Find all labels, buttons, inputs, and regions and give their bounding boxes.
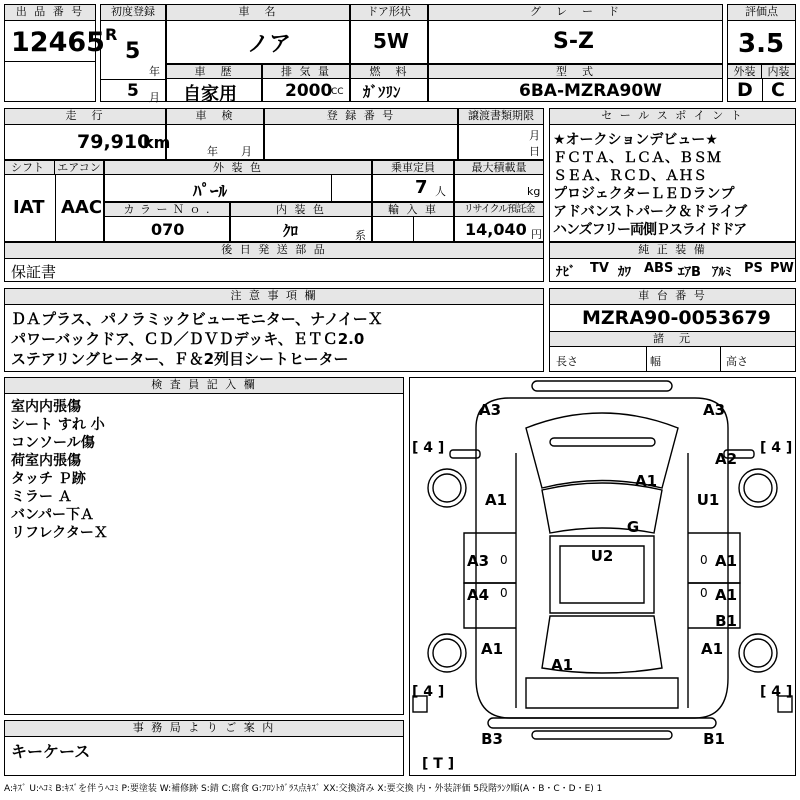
zero-rr-door: 0	[700, 586, 708, 600]
capacity-unit: 人	[435, 185, 446, 198]
mark-roof: U2	[590, 547, 614, 565]
mark-left-rear-door: A4	[466, 586, 490, 604]
mark-rear-bumper-right: B1	[703, 730, 725, 748]
interior-label: 内 装 色	[231, 203, 371, 217]
grade: S-Z	[553, 29, 594, 54]
inspector-box	[4, 377, 404, 715]
mark-right-front-quarter: U1	[696, 491, 720, 509]
month-unit: 月	[149, 91, 160, 104]
sales-line-5: アドバンストパーク＆ドライブ	[553, 204, 748, 220]
mark-front-left-corner: A3	[478, 401, 502, 419]
inspection-month-unit: 月	[241, 145, 252, 158]
mark-hood: A1	[634, 472, 658, 490]
spare-tire-value: T	[433, 756, 443, 772]
shift-label: シフト	[5, 161, 55, 175]
interior-box	[230, 202, 372, 242]
model-box	[428, 64, 723, 102]
mileage-label: 走 行	[5, 109, 165, 125]
shift: IAT	[13, 197, 45, 218]
inspector-line-1: 室内内張傷	[11, 399, 81, 415]
mark-rear-bumper-left: B3	[481, 730, 503, 748]
era: R	[105, 25, 118, 44]
mark-right-rear-door: A1	[714, 586, 738, 604]
mark-right-rear-step: B1	[715, 612, 737, 630]
reg-month: 5	[127, 81, 139, 101]
history-box	[166, 64, 262, 105]
first-reg-label: 初度登録	[101, 5, 165, 21]
load-box	[454, 160, 544, 202]
model: 6BA-MZRA90W	[519, 81, 662, 101]
tire-lf-value: 4	[423, 440, 434, 456]
reg-no-label: 登 録 番 号	[265, 109, 457, 125]
ext-int-grade-box	[727, 64, 796, 102]
width-label: 幅	[650, 355, 661, 368]
sales-line-3: ＳＥＡ、ＲＣＤ、ＡＨＳ	[553, 168, 707, 184]
notes-line-3: ステアリングヒーター、Ｆ＆2列目シートヒーター	[11, 350, 349, 368]
spare-tire: [ T ]	[422, 756, 455, 772]
tire-lf: [ 4 ]	[412, 440, 445, 456]
mark-right-front-fender: A2	[714, 450, 738, 468]
inspection-box	[166, 108, 264, 160]
transfer-month-unit: 月	[529, 129, 540, 142]
import-label: 輸 入 車	[373, 203, 453, 217]
tire-rf: [ 4 ]	[760, 440, 793, 456]
color-label: 外 装 色	[105, 161, 371, 175]
color: ﾊﾟｰﾙ	[193, 182, 227, 202]
notes-line-2: パワーバックドア、ＣＤ／ＤＶＤデッキ、ＥＴＣ2.0	[11, 330, 365, 348]
fuel-label: 燃 料	[351, 65, 427, 79]
car-name: ノア	[247, 32, 292, 57]
history: 自家用	[183, 84, 237, 105]
later-parts: 保証書	[11, 263, 57, 281]
color-no: 070	[151, 220, 185, 239]
spec-label: 諸 元	[550, 331, 795, 347]
fuel: ｶﾞｿﾘﾝ	[363, 83, 401, 101]
equipment-label: 純 正 装 備	[550, 243, 795, 259]
capacity-label: 乗車定員	[373, 161, 453, 175]
inspection-year-unit: 年	[207, 145, 218, 158]
displacement: 2000	[285, 81, 333, 101]
mark-right-rear-fender: A1	[700, 640, 724, 658]
equip-navi: ﾅﾋﾞ	[556, 265, 576, 280]
chassis-no: MZRA90-0053679	[582, 307, 771, 329]
interior-unit: 系	[355, 229, 366, 242]
ac-label: エアコン	[55, 161, 103, 175]
mileage-box	[4, 108, 171, 160]
equip-pw: PW	[770, 261, 794, 276]
notes-line-1: ＤＡプラス、パノラミックビューモニター、ナノイーＸ	[11, 310, 383, 328]
notes-box	[4, 288, 544, 372]
mark-rear-window: A1	[550, 656, 574, 674]
chassis-label: 車 台 番 号	[550, 289, 795, 305]
inspector-line-5: タッチ Ｐ跡	[11, 471, 86, 487]
displacement-box	[262, 64, 350, 102]
equip-alloy: ｱﾙﾐ	[712, 265, 732, 280]
mark-right-front-door: A1	[714, 552, 738, 570]
inspector-line-8: リフレクターＸ	[11, 525, 108, 541]
mark-front-right-corner: A3	[702, 401, 726, 419]
mark-left-front-fender: A1	[484, 491, 508, 509]
sales-line-4: プロジェクターＬＥＤランプ	[553, 186, 735, 202]
equip-ps: PS	[744, 261, 763, 276]
ext-label: 外装	[728, 65, 762, 79]
lot-number-box	[4, 4, 105, 102]
tire-lr: [ 4 ]	[412, 684, 445, 700]
load-unit: kg	[527, 185, 541, 198]
mark-windshield: G	[626, 518, 640, 536]
recycle-unit: 円	[531, 228, 542, 241]
zero-lf-door: 0	[500, 553, 508, 567]
int-grade: C	[771, 79, 785, 101]
recycle-box	[454, 202, 544, 242]
mark-left-front-door: A3	[466, 552, 490, 570]
color-no-box	[104, 202, 230, 242]
car-diagram-box	[409, 377, 796, 776]
notes-label: 注 意 事 項 欄	[5, 289, 543, 305]
reg-no-box	[264, 108, 458, 160]
inspector-line-6: ミラー Ａ	[11, 489, 72, 505]
reg-year: 5	[125, 39, 141, 64]
capacity: 7	[415, 177, 428, 198]
length-label: 長さ	[556, 355, 578, 368]
displacement-label: 排 気 量	[263, 65, 349, 79]
equip-airbag: ｴｱB	[678, 265, 701, 280]
equip-abs: ABS	[644, 261, 674, 276]
door-type: 5W	[373, 29, 409, 53]
capacity-box	[372, 160, 454, 202]
grade-box	[428, 4, 723, 64]
car-name-label: 車 名	[167, 5, 349, 21]
mileage-unit: km	[143, 133, 171, 152]
height-label: 高さ	[726, 355, 748, 368]
inspector-line-4: 荷室内張傷	[11, 453, 81, 469]
door-label: ドア形状	[351, 5, 427, 21]
grade-label: グ レ ー ド	[429, 5, 722, 21]
score-label: 評価点	[728, 5, 795, 21]
equip-tv: TV	[590, 261, 609, 276]
car-outline-diagram	[410, 378, 795, 775]
transfer-box	[458, 108, 544, 160]
lot-number: 12465	[11, 27, 105, 58]
int-label: 内装	[762, 65, 795, 79]
zero-rf-door: 0	[700, 553, 708, 567]
transfer-label: 譲渡書類期限	[459, 109, 543, 125]
tire-lr-value: 4	[423, 684, 434, 700]
inspector-line-2: シート すれ 小	[11, 417, 105, 433]
load-label: 最大積載量	[455, 161, 543, 175]
ext-grade: D	[737, 79, 753, 101]
inspector-line-7: バンパー下Ａ	[11, 507, 95, 523]
shift-ac-box	[4, 160, 104, 242]
later-parts-label: 後 日 発 送 部 品	[5, 243, 543, 259]
sales-line-2: ＦＣＴＡ、ＬＣＡ、ＢＳＭ	[553, 150, 721, 166]
sales-points-box	[549, 108, 796, 242]
first-registration-box	[100, 4, 166, 102]
tire-rf-value: 4	[771, 440, 782, 456]
fuel-box	[350, 64, 428, 102]
sales-line-6: ハンズフリー両側Ｐスライドドア	[553, 222, 747, 238]
tire-rr: [ 4 ]	[760, 684, 793, 700]
interior: ｸﾛ	[283, 222, 299, 240]
transfer-day-unit: 日	[529, 145, 540, 158]
sales-line-1: ★オークションデビュー★	[553, 132, 718, 148]
score-box	[727, 4, 796, 64]
car-name-box	[166, 4, 350, 64]
later-parts-box	[4, 242, 544, 282]
mileage: 79,910	[77, 131, 151, 153]
office-box	[4, 720, 404, 776]
equipment-box	[549, 242, 796, 282]
chassis-box	[549, 288, 796, 372]
lot-number-label: 出 品 番 号	[5, 5, 95, 21]
color-box	[104, 160, 372, 202]
recycle-label: リサイクル預託金	[455, 203, 543, 217]
sales-points-label: セ ー ル ス ポ イ ン ト	[550, 109, 795, 125]
legend: A:ｷｽﾞ U:ﾍｺﾐ B:ｷｽﾞを伴うﾍｺﾐ P:要塗装 W:補修跡 S:錆 C:腐食 G:ﾌﾛﾝﾄｶﾞﾗｽ点ｷｽﾞ XX:交換済み X:要交換 内・外装評価 5段階ﾗﾝｸ順(A・B・C・D・E) 1	[4, 784, 603, 794]
ac: AAC	[61, 197, 103, 218]
tire-rr-value: 4	[771, 684, 782, 700]
model-label: 型 式	[429, 65, 722, 79]
equip-leather: ｶﾜ	[618, 265, 631, 280]
inspection-label: 車 検	[167, 109, 263, 125]
door-box	[350, 4, 428, 64]
history-label: 車 歴	[167, 65, 261, 79]
displacement-unit: CC	[331, 87, 344, 97]
inspector-label: 検 査 員 記 入 欄	[5, 378, 403, 394]
office-note: キーケース	[11, 742, 91, 761]
score: 3.5	[738, 29, 785, 59]
recycle: 14,040	[465, 220, 527, 239]
zero-lr-door: 0	[500, 586, 508, 600]
mark-left-rear-fender: A1	[480, 640, 504, 658]
office-label: 事 務 局 よ り ご 案 内	[5, 721, 403, 737]
import-box	[372, 202, 454, 242]
year-unit: 年	[149, 65, 160, 78]
inspector-line-3: コンソール傷	[11, 435, 95, 451]
color-no-label: カ ラ ー Ｎ ｏ .	[105, 203, 229, 217]
